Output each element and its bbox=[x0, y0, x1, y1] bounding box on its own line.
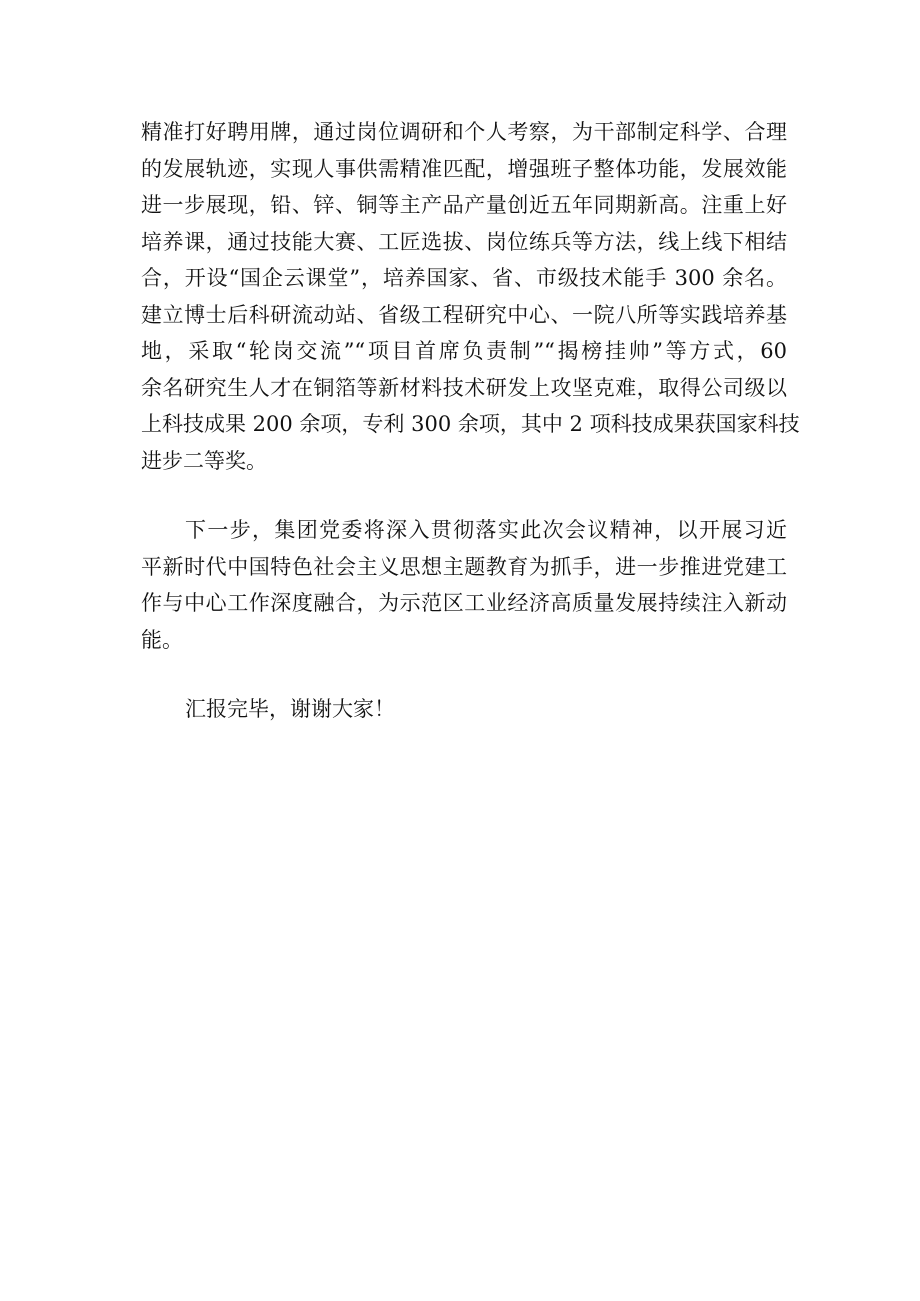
paragraph-line: 上科技成果 200 余项，专利 300 余项，其中 2 项科技成果获国家科技 bbox=[141, 412, 800, 436]
paragraph-line: 建立博士后科研流动站、省级工程研究中心、一院八所等实践培养基 bbox=[141, 302, 787, 327]
paragraph-line: 余名研究生人才在铜箔等新材料技术研发上攻坚克难，取得公司级以 bbox=[141, 375, 787, 400]
paragraph-line: 合，开设“国企云课堂”，培养国家、省、市级技术能手 300 余名。 bbox=[141, 266, 787, 290]
paragraph-closing bbox=[141, 691, 787, 728]
document-body bbox=[141, 114, 800, 728]
closing-remark: 汇报完毕，谢谢大家！ bbox=[185, 697, 395, 721]
paragraph-line: 地，采取“轮岗交流”“项目首席负责制”“揭榜挂帅”等方式，60 bbox=[141, 339, 787, 363]
paragraph-talent-cultivation bbox=[141, 114, 800, 479]
paragraph-line: 进步二等奖。 bbox=[141, 448, 267, 473]
paragraph-line: 作与中心工作深度融合，为示范区工业经济高质量发展持续注入新动 bbox=[141, 591, 787, 615]
paragraph-line: 能。 bbox=[141, 627, 183, 652]
paragraph-line: 培养课，通过技能大赛、工匠选拔、岗位练兵等方法，线上线下相结 bbox=[141, 229, 787, 254]
paragraph-line: 进一步展现，铅、锌、铜等主产品产量创近五年同期新高。注重上好 bbox=[141, 193, 787, 217]
paragraph-line: 精准打好聘用牌，通过岗位调研和个人考察，为干部制定科学、合理 bbox=[141, 120, 787, 144]
paragraph-next-steps bbox=[141, 512, 787, 658]
paragraph-line: 下一步，集团党委将深入贯彻落实此次会议精神，以开展习近 bbox=[185, 518, 787, 542]
paragraph-line: 平新时代中国特色社会主义思想主题教育为抓手，进一步推进党建工 bbox=[141, 554, 787, 579]
paragraph-line: 的发展轨迹，实现人事供需精准匹配，增强班子整体功能，发展效能 bbox=[141, 156, 787, 181]
